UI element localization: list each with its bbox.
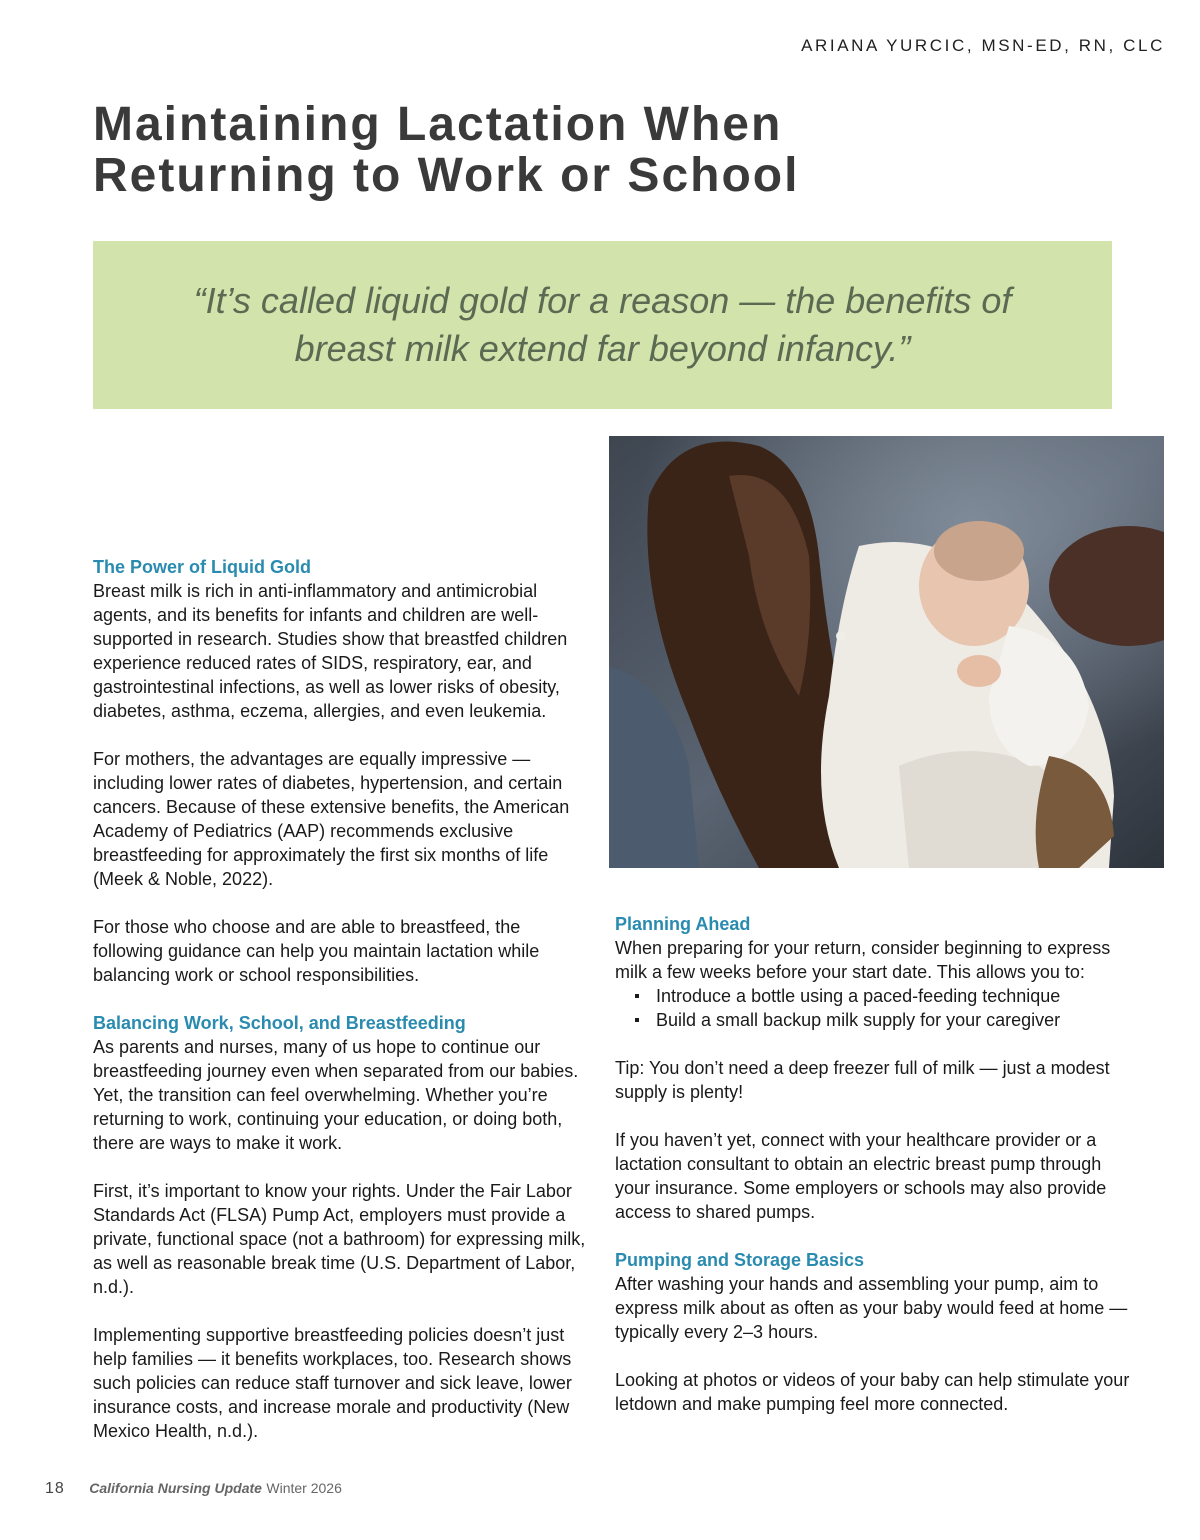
- article-title: [93, 99, 1053, 201]
- power-paragraph-1: Breast milk is rich in anti-inflammatory and antimicrobial agents, and its benefits for infants and children are well-supported in research. Studies show that breastfed children experience reduced rates of SIDS, respiratory, ear, and gastrointestinal infections, as well as lower risks of obesity, diabetes, asthma, eczema, allergies, and even leukemia.: [93, 581, 568, 721]
- pumping-paragraph-1: After washing your hands and assembling your pump, aim to express milk about as often as your baby would feed at home — typically every 2–3 hours.: [615, 1274, 1128, 1342]
- planning-paragraph-3: If you haven’t yet, connect with your healthcare provider or a lactation consultant to obtain an electric breast pump through your insurance. Some employers or schools may also provide access to shared pumps.: [615, 1130, 1107, 1222]
- title-line-1: Maintaining Lactation When: [93, 98, 783, 151]
- title-line-2: Returning to Work or School: [93, 149, 800, 202]
- planning-bullet-2: Build a small backup milk supply for your caregiver: [656, 1008, 1135, 1032]
- publication-name: California Nursing Update: [89, 1480, 262, 1496]
- page-footer: [45, 1480, 342, 1498]
- section-heading-planning: Planning Ahead: [615, 914, 751, 934]
- right-column: [615, 912, 1135, 1416]
- power-paragraph-3: For those who choose and are able to breastfeed, the following guidance can help you maintain lactation while balancing work or school responsibilities.: [93, 917, 540, 985]
- page-number: 18: [45, 1480, 65, 1497]
- planning-bullet-list: [615, 984, 1135, 1032]
- planning-paragraph-1: When preparing for your return, consider beginning to express milk a few weeks before your start date. This allows you to:: [615, 938, 1111, 982]
- pull-quote: [123, 277, 1083, 373]
- issue-label: Winter 2026: [266, 1480, 342, 1496]
- mother-breastfeeding-photo: [609, 436, 1164, 868]
- left-column: [93, 555, 593, 1443]
- balancing-paragraph-3: Implementing supportive breastfeeding policies doesn’t just help families — it benefits workplaces, too. Research shows such policies can reduce staff turnover and sick leave, lower insurance costs, and increase morale and productivity (New Mexico Health, n.d.).: [93, 1325, 572, 1441]
- section-heading-power: The Power of Liquid Gold: [93, 557, 311, 577]
- section-heading-pumping: Pumping and Storage Basics: [615, 1250, 865, 1270]
- section-heading-balancing: Balancing Work, School, and Breastfeeding: [93, 1013, 466, 1033]
- pull-quote-line-2: breast milk extend far beyond infancy.”: [294, 328, 911, 369]
- pull-quote-line-1: “It’s called liquid gold for a reason — the benefits of: [193, 280, 1012, 321]
- pumping-paragraph-2: Looking at photos or videos of your baby can help stimulate your letdown and make pumping feel more connected.: [615, 1370, 1130, 1414]
- author-byline: ARIANA YURCIC, MSN-ED, RN, CLC: [801, 36, 1165, 55]
- planning-bullet-1: Introduce a bottle using a paced-feeding technique: [656, 984, 1135, 1008]
- balancing-paragraph-2: First, it’s important to know your rights. Under the Fair Labor Standards Act (FLSA) Pump Act, employers must provide a private, functional space (not a bathroom) for expressing milk, as well as reasonable break time (U.S. Department of Labor, n.d.).: [93, 1181, 586, 1297]
- pull-quote-box: [93, 241, 1112, 409]
- photo-illustration: [609, 436, 1164, 868]
- balancing-paragraph-1: As parents and nurses, many of us hope to continue our breastfeeding journey even when separated from our babies. Yet, the transition can feel overwhelming. Whether you’re returning to work, continuing your education, or doing both, there are ways to make it work.: [93, 1037, 579, 1153]
- power-paragraph-2: For mothers, the advantages are equally impressive — including lower rates of diabetes, hypertension, and certain cancers. Because of these extensive benefits, the American Academy of Pediatrics (AAP) recommends exclusive breastfeeding for approximately the first six months of life (Meek & Noble, 2022).: [93, 749, 570, 889]
- planning-tip: Tip: You don’t need a deep freezer full of milk — just a modest supply is plenty!: [615, 1058, 1110, 1102]
